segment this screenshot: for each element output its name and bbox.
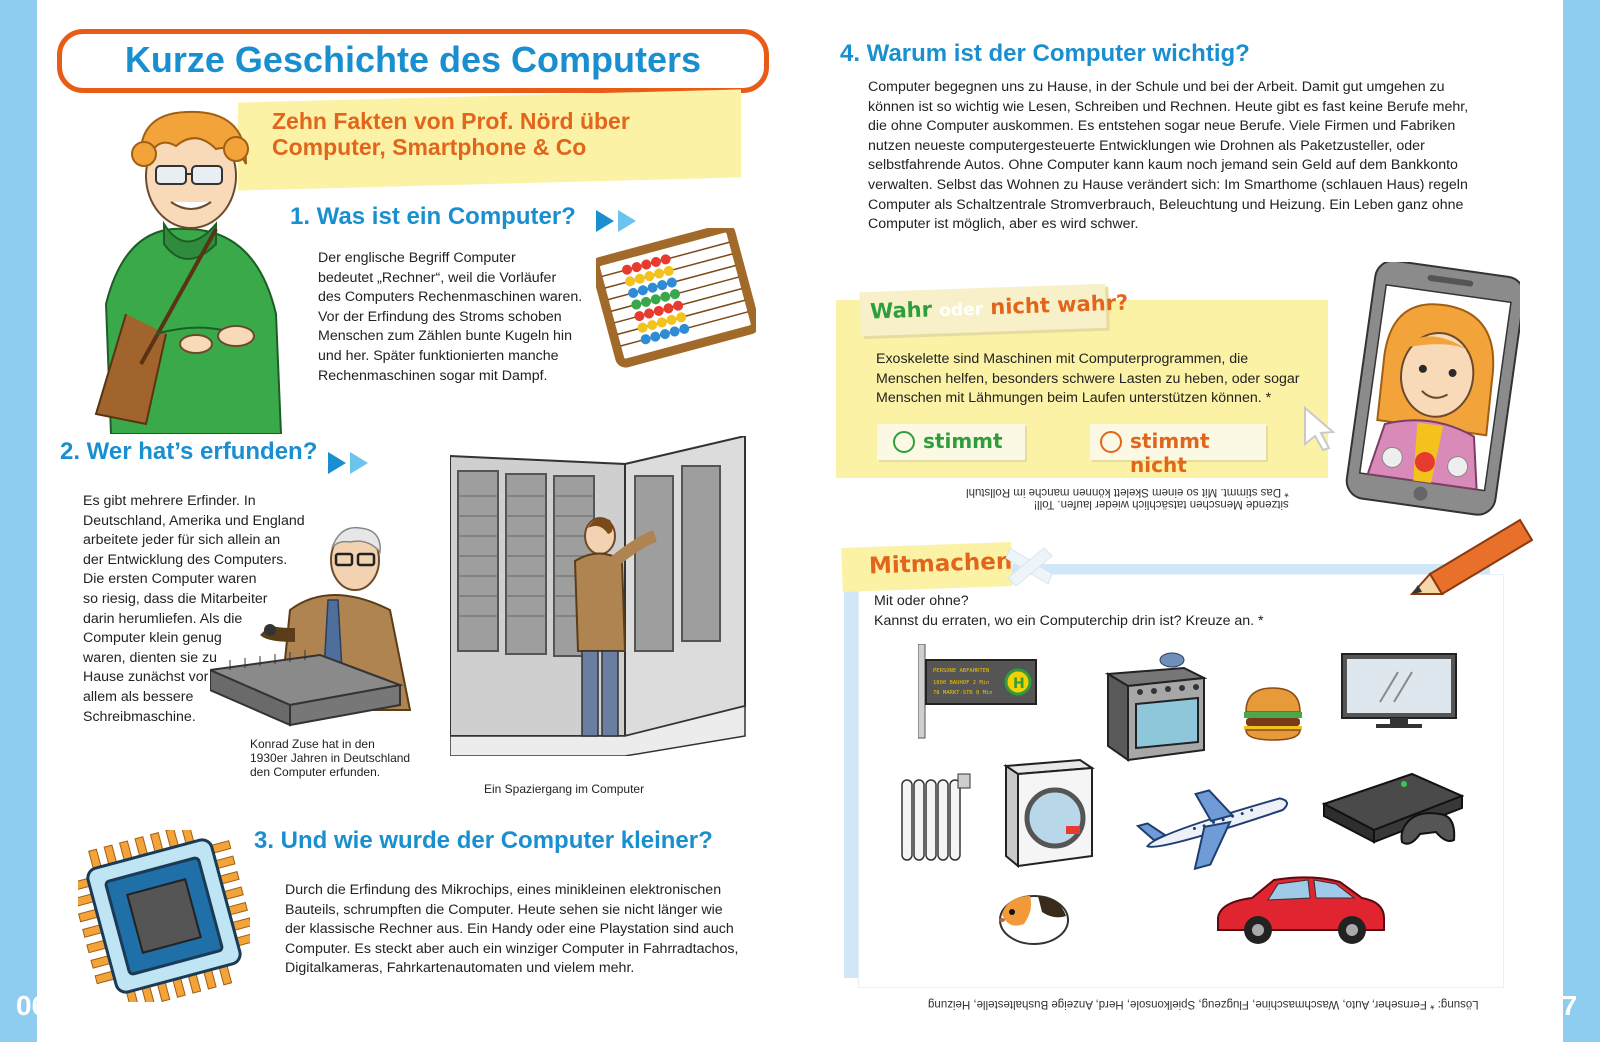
burger-icon[interactable] (1242, 686, 1304, 742)
computer-room-illustration (450, 436, 750, 756)
text-line: Bauteils, schrumpften die Computer. Heute sehen sie nicht länger wie (285, 901, 723, 918)
caption-line: den Computer erfunden. (250, 765, 381, 779)
text-line: Die ersten Computer waren (83, 571, 257, 588)
washing-machine-icon[interactable] (1000, 756, 1096, 870)
right-page-margin-bar (1563, 0, 1600, 1042)
text-line: Digitalkameras, Fahrkartenautomaten und vielem mehr. (285, 960, 635, 977)
page-number-right: 07 (1546, 990, 1578, 1021)
text-line: Der englische Begriff Computer (318, 250, 516, 266)
text-line: darin herumliefen. Als die (83, 610, 243, 627)
sign-header: PERSONE ABFAHRTEN (933, 668, 990, 674)
option-stimmt-label: stimmt (923, 429, 1003, 453)
caption-line: Konrad Zuse hat in den (250, 737, 375, 751)
page-number-left: 06 (16, 990, 48, 1021)
pencil-icon (1410, 512, 1540, 597)
text-line: Kannst du erraten, wo ein Computerchip drin ist? Kreuze an. * (874, 612, 1264, 629)
text-line: und her. Später funktionierten manche (318, 347, 559, 364)
text-line: Computer als Schaltzentrale Stromverbrauch, Beleuchtung und Heizung. Ein Leben ganz ohne (868, 196, 1464, 213)
cursor-arrow-icon (1303, 406, 1337, 452)
caption-konrad-zuse (250, 737, 450, 779)
text-line: Computer ist möglich, aber es wird schwer. (868, 216, 1139, 233)
airplane-icon[interactable] (1134, 776, 1296, 872)
car-icon[interactable] (1212, 872, 1388, 946)
caption-line: 1930er Jahren in Deutschland (250, 751, 411, 765)
text-line: Schreibmaschine. (83, 708, 196, 725)
microchip-illustration (78, 830, 250, 1002)
abacus-illustration (596, 228, 756, 368)
television-icon[interactable] (1340, 652, 1458, 730)
mitmachen-text (874, 592, 1474, 631)
section-3-text (285, 881, 765, 979)
quiz-tag-wahr: Wahr (869, 297, 933, 324)
radio-circle-icon[interactable] (1100, 431, 1122, 453)
section-4-heading: 4. Warum ist der Computer wichtig? (840, 40, 1250, 67)
professor-nord-illustration (86, 104, 296, 434)
text-line: Vor der Erfindung des Stroms schoben (318, 308, 562, 325)
text-line: können ist so wichtig wie Lesen, Schreiben und Rechnen. Heute gibt es fast keine Berufe mehr, (868, 98, 1469, 115)
section-3-heading: 3. Und wie wurde der Computer kleiner? (254, 827, 713, 854)
text-line: der klassische Rechner aus. Ein Handy oder eine Playstation sind auch (285, 921, 734, 938)
subtitle (272, 108, 732, 160)
text-line: Computer. Es steckt aber auch ein winziger Computer in Fahrradtachos, (285, 940, 739, 957)
section-4-text (868, 78, 1518, 235)
text-line: Menschen helfen, besonders schwere Lasten zu heben, oder sogar (876, 370, 1300, 387)
guinea-pig-icon[interactable] (994, 890, 1072, 948)
text-line: Hause zunächst vor (83, 669, 209, 686)
quiz-tag-oder: oder (938, 299, 984, 322)
text-line: Computer begegnen uns zu Hause, in der Schule und bei der Arbeit. Damit gut umgehen zu (868, 79, 1445, 95)
sign-letter: H (1013, 676, 1025, 692)
double-arrow-icon (328, 452, 372, 474)
text-line: so riesig, dass die Mitarbeiter (83, 590, 268, 607)
text-line: Es gibt mehrere Erfinder. In (83, 493, 256, 509)
smartphone-videocall-illustration (1340, 262, 1520, 517)
text-line: Menschen mit Lähmungen beim Laufen unterstützen können. * (876, 390, 1272, 407)
text-line: bedeutet „Rechner“, weil die Vorläufer (318, 269, 557, 286)
text-line: Mit oder ohne? (874, 593, 969, 609)
text-line: waren, dienten sie zu (83, 649, 218, 666)
text-line: die ohne Computer auskommen. Es entstehen sogar neue Berufe. Viele Firmen und Fabriken (868, 118, 1456, 135)
stove-icon[interactable] (1104, 648, 1208, 766)
solution-upside-down: Lösung: * Fernseher, Auto, Waschmaschine, Flugzeug, Spielkonsole, Herd, Anzeige Bushaltestelle, Heizung (928, 998, 1479, 1010)
text-line: der Entwicklung des Computers. (83, 551, 288, 568)
quiz-tag-nicht-wahr: nicht wahr? (989, 290, 1129, 320)
text-line: arbeitete jeder für sich allein an (83, 532, 281, 549)
answer-line: sitzende Menschen tatsächlich wieder laufen. Toll! (1033, 498, 1289, 510)
caption-computer-walk: Ein Spaziergang im Computer (484, 782, 645, 796)
text-line: Computer klein genug (83, 630, 222, 647)
game-console-icon[interactable] (1322, 770, 1464, 852)
left-page-margin-bar (0, 0, 37, 1042)
text-line: Menschen zum Zählen bunte Kugeln hin (318, 328, 572, 345)
section-1-heading: 1. Was ist ein Computer? (290, 203, 576, 230)
text-line: nutzen neueste computergesteuerte Entwicklungen wie Drohnen als Paketzusteller, oder (868, 137, 1425, 154)
mitmachen-title: Mitmachen (868, 548, 1013, 580)
option-stimmt-nicht[interactable] (1090, 424, 1266, 477)
bus-stop-display-icon[interactable] (918, 644, 1040, 740)
konrad-zuse-illustration (210, 520, 425, 735)
sign-row-a: 1800 BAUHOF 2 Min (933, 680, 990, 686)
quiz-question (876, 350, 1326, 409)
text-line: Exoskelette sind Maschinen mit Computerprogrammen, die (876, 351, 1249, 367)
section-1-text (318, 249, 593, 386)
radiator-icon[interactable] (896, 770, 974, 866)
quiz-answer-upside-down (966, 486, 1289, 510)
text-line: allem als bessere (83, 688, 194, 705)
option-stimmt-nicht-label: stimmt nicht (1130, 429, 1210, 477)
text-line: selbstfahrende Autos. Ohne Computer kann kaum noch jemand sein Geld auf dem Bankkonto (868, 157, 1458, 174)
subtitle-line-1: Zehn Fakten von Prof. Nörd über (272, 108, 630, 134)
tape-strip-icon (1004, 546, 1056, 586)
text-line: Rechenmaschinen sogar mit Dampf. (318, 367, 548, 384)
text-line: Durch die Erfindung des Mikrochips, eines minikleinen elektronischen (285, 882, 722, 898)
subtitle-line-2: Computer, Smartphone & Co (272, 134, 587, 160)
section-2-heading: 2. Wer hat’s erfunden? (60, 438, 318, 465)
answer-line: * Das stimmt. Mit so einem Skelett können manche im Rollstuhl (966, 486, 1289, 498)
page-title: Kurze Geschichte des Computers (124, 39, 702, 80)
text-line: Deutschland, Amerika und England (83, 512, 305, 529)
sign-row-b: 78 MARKT-STR 8 Min (933, 690, 993, 696)
option-stimmt[interactable] (877, 424, 1025, 460)
text-line: des Computers Rechenmaschinen waren. (318, 289, 583, 306)
radio-circle-icon[interactable] (893, 431, 915, 453)
text-line: verwalten. Selbst das Wohnen zu Hause verändert sich: Im Smarthome (schlauen Haus) regeln (868, 176, 1468, 193)
